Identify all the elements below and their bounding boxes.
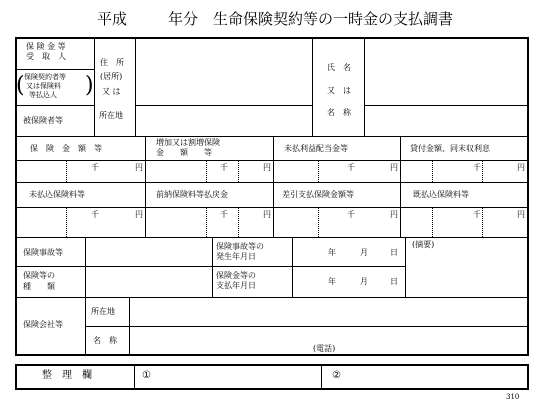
company-name-label: 名 称	[93, 336, 117, 345]
unit-yen: 円	[390, 210, 398, 219]
pay-date-label-2: 支払年月日	[216, 281, 256, 290]
kind-label-2: 種 類	[23, 282, 55, 291]
kind-label-1: 保険等の	[23, 271, 55, 280]
form-code: 310	[506, 393, 520, 401]
payer-label-line2: 又は保険料	[26, 82, 61, 90]
unit-thousand: 千	[347, 210, 355, 219]
note-label: (摘要)	[412, 240, 435, 249]
unit-thousand: 千	[473, 210, 481, 219]
name-label-1: 氏 名	[327, 63, 351, 72]
header-paid-premium: 既払込保険料等	[413, 190, 469, 199]
address-label-4: 所在地	[99, 111, 123, 120]
unit-thousand: 千	[91, 210, 99, 219]
insured-label: 被保険者等	[23, 116, 63, 125]
unit-thousand: 千	[220, 163, 228, 172]
accident-label: 保険事故等	[23, 248, 63, 257]
payer-label-line3: 等払込人	[29, 91, 57, 99]
unit-thousand: 千	[91, 163, 99, 172]
company-address-label: 所在地	[91, 307, 115, 316]
header-net-payment: 差引支払保険金額等	[282, 190, 354, 199]
pay-day-unit: 日	[390, 277, 398, 286]
unit-yen: 円	[517, 163, 525, 172]
unit-yen: 円	[135, 163, 143, 172]
company-label: 保険会社等	[23, 320, 63, 329]
pay-year-unit: 年	[328, 277, 336, 286]
unit-thousand: 千	[220, 210, 228, 219]
footer-label: 整 理 欄	[42, 370, 92, 381]
title-year-unit: 年分	[168, 10, 199, 28]
header-increase-line1: 増加又は割増保険	[156, 138, 220, 147]
address-label-1: 住 所	[100, 58, 124, 67]
form-title: 生命保険契約等の一時金の支払調書	[213, 10, 454, 28]
header-unpaid-dividend: 未払利益配当金等	[284, 144, 348, 153]
header-insurance-amount: 保 険 金 額 等	[30, 144, 102, 153]
phone-label: (電話)	[313, 344, 336, 353]
unit-yen: 円	[517, 210, 525, 219]
address-label-3: 又 は	[102, 87, 121, 96]
unit-yen: 円	[135, 210, 143, 219]
unit-yen: 円	[390, 163, 398, 172]
unit-yen: 円	[263, 210, 271, 219]
accident-year-unit: 年	[328, 248, 336, 257]
unit-yen: 円	[263, 163, 271, 172]
payer-paren-close: )	[85, 73, 94, 98]
payer-label-line1: 保険契約者等	[24, 73, 66, 81]
footer-mark-1: ①	[142, 370, 151, 381]
recipient-label-line2: 受 取 人	[26, 52, 66, 61]
unit-thousand: 千	[347, 163, 355, 172]
unit-thousand: 千	[473, 163, 481, 172]
pay-month-unit: 月	[360, 277, 368, 286]
pay-date-label-1: 保険金等の	[216, 271, 256, 280]
name-label-2: 又 は	[327, 86, 351, 95]
accident-date-label-2: 発生年月日	[216, 252, 256, 261]
accident-day-unit: 日	[390, 248, 398, 257]
payer-paren-open: (	[16, 73, 25, 98]
header-increase-line2: 金 額 等	[156, 148, 212, 157]
header-unpaid-premium: 未払込保険料等	[29, 190, 85, 199]
footer-mark-2: ②	[332, 370, 341, 381]
header-prepaid-refund: 前納保険料等払戻金	[156, 190, 228, 199]
address-label-2: (居所)	[100, 72, 123, 81]
title-era: 平成	[97, 10, 128, 28]
recipient-label-line1: 保 険 金 等	[26, 42, 66, 51]
name-label-3: 名 称	[327, 108, 351, 117]
accident-date-label-1: 保険事故等の	[216, 242, 264, 251]
accident-month-unit: 月	[360, 248, 368, 257]
header-loan-amount: 貸付金額、同未収利息	[410, 144, 490, 153]
